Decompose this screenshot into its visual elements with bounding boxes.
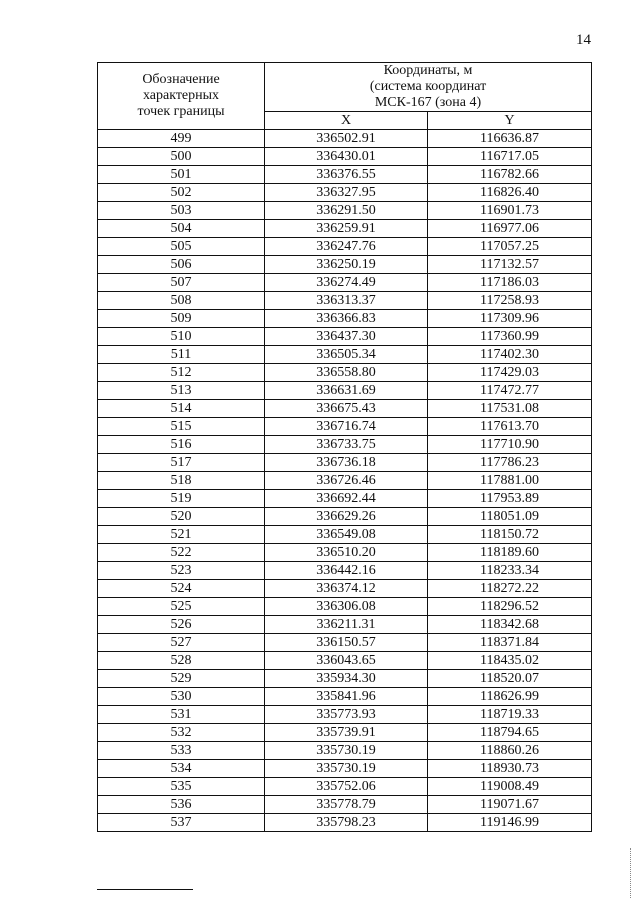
x-coordinate-cell: 336442.16 <box>265 562 428 580</box>
table-row <box>98 310 592 328</box>
y-coordinate-cell: 117710.90 <box>428 436 592 454</box>
point-designation-header <box>98 63 265 130</box>
y-coordinate-cell: 116782.66 <box>428 166 592 184</box>
table-row <box>98 328 592 346</box>
x-coordinate-cell: 336043.65 <box>265 652 428 670</box>
y-coordinate-cell: 118233.34 <box>428 562 592 580</box>
x-coordinate-cell: 336250.19 <box>265 256 428 274</box>
table-row <box>98 490 592 508</box>
x-coordinate-cell: 335934.30 <box>265 670 428 688</box>
y-coordinate-cell: 116717.05 <box>428 148 592 166</box>
table-row <box>98 652 592 670</box>
table-row <box>98 598 592 616</box>
table-row <box>98 814 592 832</box>
x-coordinate-cell: 336510.20 <box>265 544 428 562</box>
point-number-cell: 507 <box>98 274 265 292</box>
point-number-cell: 537 <box>98 814 265 832</box>
y-coordinate-cell: 116826.40 <box>428 184 592 202</box>
table-row <box>98 706 592 724</box>
coordinates-table <box>97 62 592 832</box>
y-coordinate-cell: 119008.49 <box>428 778 592 796</box>
x-coordinate-cell: 336716.74 <box>265 418 428 436</box>
table-row <box>98 184 592 202</box>
point-number-cell: 516 <box>98 436 265 454</box>
y-coordinate-cell: 117360.99 <box>428 328 592 346</box>
x-coordinate-cell: 336430.01 <box>265 148 428 166</box>
coordinates-header <box>265 63 592 112</box>
point-number-cell: 525 <box>98 598 265 616</box>
table-row <box>98 616 592 634</box>
table-header <box>98 63 592 130</box>
point-header-line-1: Обозначение <box>142 72 220 87</box>
y-coordinate-cell: 116901.73 <box>428 202 592 220</box>
x-column-header: X <box>265 112 428 130</box>
y-coordinate-cell: 118371.84 <box>428 634 592 652</box>
y-coordinate-cell: 118435.02 <box>428 652 592 670</box>
table-row <box>98 130 592 148</box>
table-row <box>98 724 592 742</box>
x-coordinate-cell: 336327.95 <box>265 184 428 202</box>
point-number-cell: 519 <box>98 490 265 508</box>
point-number-cell: 526 <box>98 616 265 634</box>
coords-header-line-3: МСК-167 (зона 4) <box>374 95 482 110</box>
y-coordinate-cell: 117132.57 <box>428 256 592 274</box>
table-row <box>98 508 592 526</box>
point-number-cell: 513 <box>98 382 265 400</box>
x-coordinate-cell: 336502.91 <box>265 130 428 148</box>
x-coordinate-cell: 335778.79 <box>265 796 428 814</box>
point-number-cell: 521 <box>98 526 265 544</box>
y-coordinate-cell: 117613.70 <box>428 418 592 436</box>
y-coordinate-cell: 118626.99 <box>428 688 592 706</box>
x-coordinate-cell: 335841.96 <box>265 688 428 706</box>
x-coordinate-cell: 336247.76 <box>265 238 428 256</box>
table-row <box>98 670 592 688</box>
table-row <box>98 742 592 760</box>
table-row <box>98 580 592 598</box>
point-number-cell: 535 <box>98 778 265 796</box>
table-row <box>98 454 592 472</box>
x-coordinate-cell: 335730.19 <box>265 760 428 778</box>
y-coordinate-cell: 118150.72 <box>428 526 592 544</box>
point-number-cell: 505 <box>98 238 265 256</box>
point-number-cell: 514 <box>98 400 265 418</box>
x-coordinate-cell: 336726.46 <box>265 472 428 490</box>
table-row <box>98 256 592 274</box>
point-number-cell: 508 <box>98 292 265 310</box>
scan-edge-mark <box>630 848 631 898</box>
x-coordinate-cell: 336376.55 <box>265 166 428 184</box>
point-number-cell: 531 <box>98 706 265 724</box>
y-coordinate-cell: 117953.89 <box>428 490 592 508</box>
y-coordinate-cell: 118296.52 <box>428 598 592 616</box>
y-coordinate-cell: 118051.09 <box>428 508 592 526</box>
point-number-cell: 524 <box>98 580 265 598</box>
point-number-cell: 528 <box>98 652 265 670</box>
coords-header-line-2: (система координат <box>369 79 487 94</box>
table-row <box>98 796 592 814</box>
x-coordinate-cell: 335739.91 <box>265 724 428 742</box>
point-number-cell: 534 <box>98 760 265 778</box>
x-coordinate-cell: 336366.83 <box>265 310 428 328</box>
point-number-cell: 529 <box>98 670 265 688</box>
y-coordinate-cell: 118930.73 <box>428 760 592 778</box>
table-row <box>98 220 592 238</box>
y-coordinate-cell: 117402.30 <box>428 346 592 364</box>
point-number-cell: 536 <box>98 796 265 814</box>
x-coordinate-cell: 336150.57 <box>265 634 428 652</box>
y-coordinate-cell: 117531.08 <box>428 400 592 418</box>
table-row <box>98 346 592 364</box>
point-number-cell: 523 <box>98 562 265 580</box>
table-row <box>98 760 592 778</box>
y-coordinate-cell: 117186.03 <box>428 274 592 292</box>
table-row <box>98 544 592 562</box>
x-coordinate-cell: 335752.06 <box>265 778 428 796</box>
y-coordinate-cell: 118794.65 <box>428 724 592 742</box>
point-number-cell: 530 <box>98 688 265 706</box>
table-row <box>98 166 592 184</box>
table-row <box>98 364 592 382</box>
x-coordinate-cell: 336211.31 <box>265 616 428 634</box>
point-number-cell: 501 <box>98 166 265 184</box>
point-number-cell: 512 <box>98 364 265 382</box>
point-number-cell: 503 <box>98 202 265 220</box>
y-coordinate-cell: 116977.06 <box>428 220 592 238</box>
table-row <box>98 778 592 796</box>
y-coordinate-cell: 118342.68 <box>428 616 592 634</box>
point-number-cell: 515 <box>98 418 265 436</box>
y-coordinate-cell: 118272.22 <box>428 580 592 598</box>
x-coordinate-cell: 336374.12 <box>265 580 428 598</box>
point-number-cell: 499 <box>98 130 265 148</box>
point-number-cell: 518 <box>98 472 265 490</box>
point-number-cell: 502 <box>98 184 265 202</box>
point-number-cell: 532 <box>98 724 265 742</box>
point-number-cell: 533 <box>98 742 265 760</box>
x-coordinate-cell: 336675.43 <box>265 400 428 418</box>
point-number-cell: 511 <box>98 346 265 364</box>
footnote-separator <box>97 889 193 890</box>
table-body <box>98 130 592 832</box>
table-row <box>98 436 592 454</box>
table-row <box>98 274 592 292</box>
table-row <box>98 562 592 580</box>
x-coordinate-cell: 336733.75 <box>265 436 428 454</box>
y-coordinate-cell: 118520.07 <box>428 670 592 688</box>
point-number-cell: 504 <box>98 220 265 238</box>
x-coordinate-cell: 336736.18 <box>265 454 428 472</box>
x-coordinate-cell: 335798.23 <box>265 814 428 832</box>
page-number: 14 <box>576 32 591 48</box>
x-coordinate-cell: 336505.34 <box>265 346 428 364</box>
x-coordinate-cell: 336274.49 <box>265 274 428 292</box>
point-number-cell: 522 <box>98 544 265 562</box>
point-number-cell: 520 <box>98 508 265 526</box>
x-coordinate-cell: 336692.44 <box>265 490 428 508</box>
point-number-cell: 506 <box>98 256 265 274</box>
x-coordinate-cell: 336558.80 <box>265 364 428 382</box>
coords-header-line-1: Координаты, м <box>383 63 473 78</box>
table-row <box>98 148 592 166</box>
point-number-cell: 517 <box>98 454 265 472</box>
point-header-line-3: точек границы <box>137 104 225 119</box>
point-number-cell: 500 <box>98 148 265 166</box>
y-coordinate-cell: 117472.77 <box>428 382 592 400</box>
table-row <box>98 526 592 544</box>
x-coordinate-cell: 336306.08 <box>265 598 428 616</box>
x-coordinate-cell: 336291.50 <box>265 202 428 220</box>
table-row <box>98 202 592 220</box>
x-coordinate-cell: 336631.69 <box>265 382 428 400</box>
table-row <box>98 292 592 310</box>
y-coordinate-cell: 117057.25 <box>428 238 592 256</box>
x-coordinate-cell: 336259.91 <box>265 220 428 238</box>
table-row <box>98 634 592 652</box>
x-coordinate-cell: 336313.37 <box>265 292 428 310</box>
y-coordinate-cell: 117786.23 <box>428 454 592 472</box>
table-row <box>98 472 592 490</box>
y-coordinate-cell: 118189.60 <box>428 544 592 562</box>
y-column-header: Y <box>428 112 592 130</box>
y-coordinate-cell: 119146.99 <box>428 814 592 832</box>
x-coordinate-cell: 336629.26 <box>265 508 428 526</box>
x-coordinate-cell: 335773.93 <box>265 706 428 724</box>
point-number-cell: 527 <box>98 634 265 652</box>
table-row <box>98 688 592 706</box>
x-coordinate-cell: 336549.08 <box>265 526 428 544</box>
y-coordinate-cell: 119071.67 <box>428 796 592 814</box>
y-coordinate-cell: 118860.26 <box>428 742 592 760</box>
y-coordinate-cell: 117881.00 <box>428 472 592 490</box>
table-row <box>98 382 592 400</box>
point-number-cell: 509 <box>98 310 265 328</box>
point-header-line-2: характерных <box>142 88 220 103</box>
point-number-cell: 510 <box>98 328 265 346</box>
y-coordinate-cell: 116636.87 <box>428 130 592 148</box>
x-coordinate-cell: 335730.19 <box>265 742 428 760</box>
table-row <box>98 418 592 436</box>
y-coordinate-cell: 117429.03 <box>428 364 592 382</box>
y-coordinate-cell: 117258.93 <box>428 292 592 310</box>
table-row <box>98 238 592 256</box>
x-coordinate-cell: 336437.30 <box>265 328 428 346</box>
y-coordinate-cell: 118719.33 <box>428 706 592 724</box>
y-coordinate-cell: 117309.96 <box>428 310 592 328</box>
table-row <box>98 400 592 418</box>
